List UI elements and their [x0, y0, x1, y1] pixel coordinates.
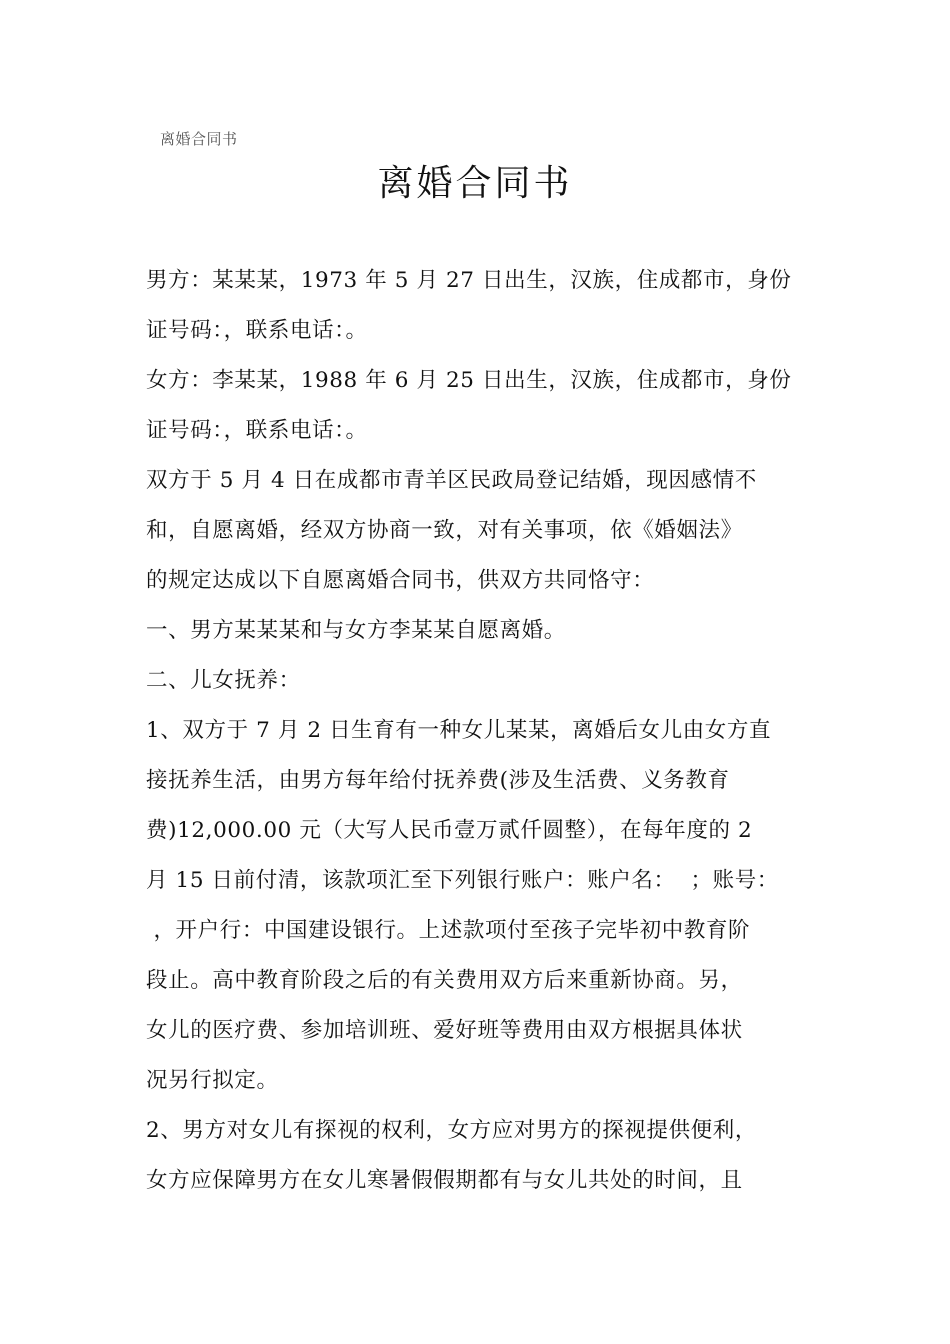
body-line: 女儿的医疗费、参加培训班、爱好班等费用由双方根据具体状 — [146, 1018, 743, 1043]
body-line: 男方：某某某，1973 年 5 月 27 日出生，汉族，住成都市，身份 — [146, 268, 792, 293]
body-line: 证号码：，联系电话：。 — [146, 318, 368, 343]
body-line: 和，自愿离婚，经双方协商一致，对有关事项，依《婚姻法》 — [146, 518, 743, 543]
body-line: 段止。高中教育阶段之后的有关费用双方后来重新协商。另， — [146, 968, 743, 993]
body-line: 况另行拟定。 — [146, 1068, 279, 1093]
body-line: 1、双方于 7 月 2 日生育有一种女儿某某，离婚后女儿由女方直 — [146, 718, 772, 743]
body-line: 女方：李某某，1988 年 6 月 25 日出生，汉族，住成都市，身份 — [146, 368, 792, 393]
body-line: 双方于 5 月 4 日在成都市青羊区民政局登记结婚，现因感情不 — [146, 468, 757, 493]
running-header: 离婚合同书 — [160, 130, 238, 148]
body-line: 证号码：，联系电话：。 — [146, 418, 368, 443]
body-line: 的规定达成以下自愿离婚合同书，供双方共同恪守： — [146, 568, 655, 593]
body-line: 二、儿女抚养： — [146, 668, 301, 693]
body-line: 女方应保障男方在女儿寒暑假假期都有与女儿共处的时间，且 — [146, 1168, 743, 1193]
page-title: 离婚合同书 — [377, 163, 573, 204]
body-line: ，开户行：中国建设银行。上述款项付至孩子完毕初中教育阶 — [146, 918, 751, 943]
body-line: 月 15 日前付清，该款项汇至下列银行账户：账户名： ；账号： — [146, 868, 779, 893]
body-line: 费)12,000.00 元（大写人民币壹万贰仟圆整），在每年度的 2 — [146, 818, 753, 843]
body-line: 2、男方对女儿有探视的权利，女方应对男方的探视提供便利， — [146, 1118, 757, 1143]
body-line: 一、男方某某某和与女方李某某自愿离婚。 — [146, 618, 566, 643]
document-body — [146, 256, 808, 1206]
body-line: 接抚养生活，由男方每年给付抚养费(涉及生活费、义务教育 — [146, 768, 730, 793]
